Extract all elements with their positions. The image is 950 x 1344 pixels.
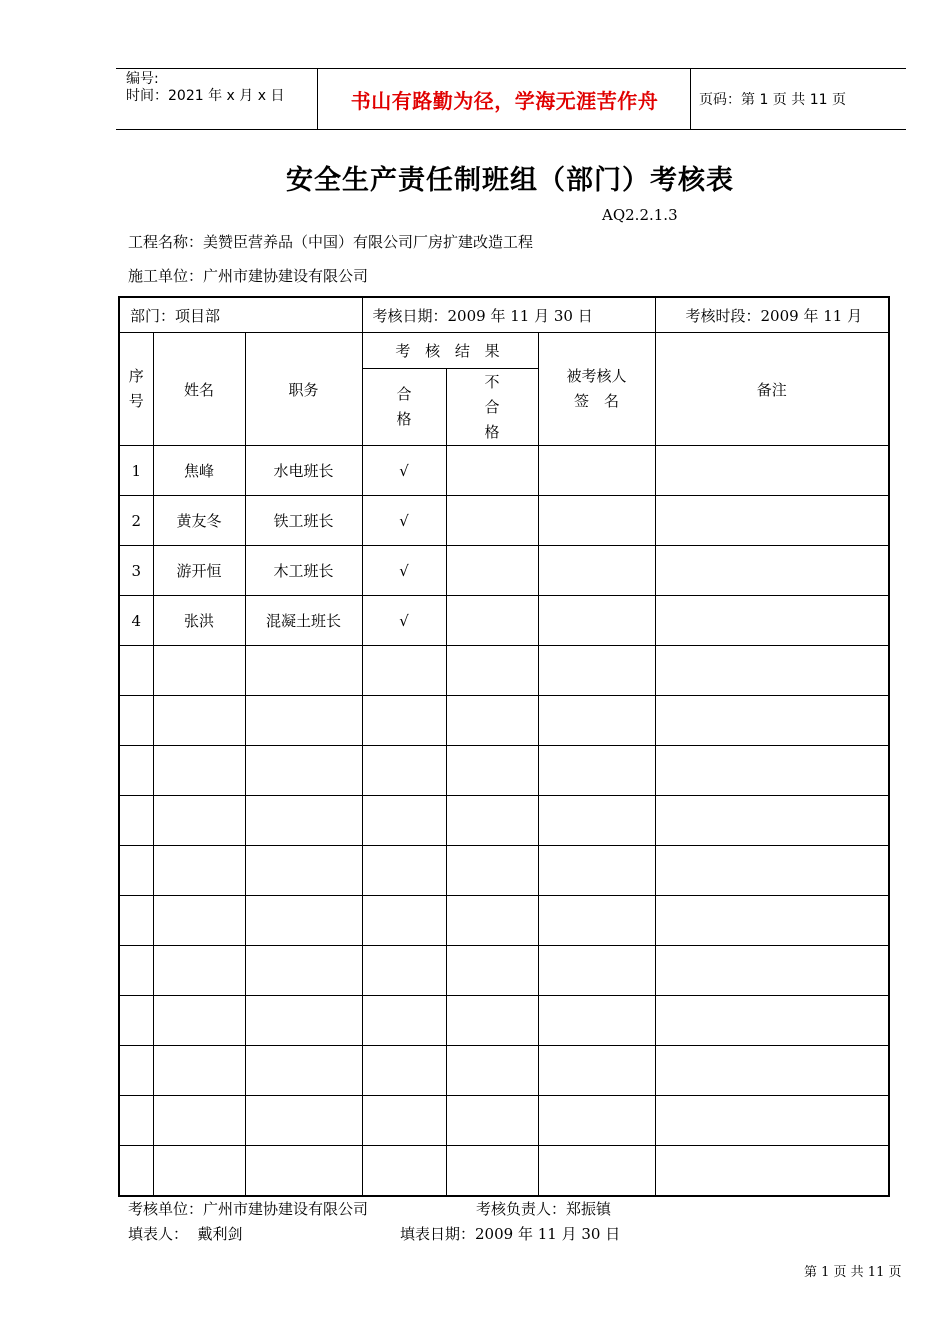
table-row: [119, 546, 889, 596]
header-divider: [690, 69, 691, 129]
contractor-name: 施工单位：广州市建协建设有限公司: [128, 267, 369, 285]
cell-position: 水电班长: [245, 446, 362, 496]
cell-pass: √: [362, 496, 446, 546]
number-label: 编号:: [126, 71, 159, 87]
table-row: [119, 746, 889, 796]
cell-position: [245, 846, 362, 896]
page-number: 第 1 页 共 11 页: [804, 1265, 902, 1280]
cell-position: [245, 896, 362, 946]
seq-header: [119, 333, 153, 446]
document-header: [116, 68, 906, 130]
table-row: [119, 1046, 889, 1096]
cell-sign: [538, 846, 655, 896]
cell-name: [153, 796, 245, 846]
cell-pass: [362, 1046, 446, 1096]
cell-remark: [655, 946, 889, 996]
cell-seq: [119, 896, 153, 946]
cell-fail: [446, 1096, 538, 1146]
cell-seq: [119, 746, 153, 796]
table-row: [119, 946, 889, 996]
cell-position: [245, 996, 362, 1046]
seq-header-a: 序: [128, 367, 144, 385]
cell-sign: [538, 496, 655, 546]
fail-header-b: 合: [484, 397, 500, 416]
cell-pass: [362, 846, 446, 896]
cell-seq: 4: [119, 596, 153, 646]
footer-leader: 考核负责人：郑振镇: [476, 1200, 612, 1218]
cell-fail: [446, 896, 538, 946]
cell-name: [153, 896, 245, 946]
table-row: [119, 1096, 889, 1146]
cell-name: [153, 1096, 245, 1146]
table-row: [119, 596, 889, 646]
document-title: 安全生产责任制班组（部门）考核表: [286, 165, 734, 196]
cell-seq: [119, 796, 153, 846]
remark-header: 备注: [655, 333, 889, 446]
cell-fail: [446, 646, 538, 696]
cell-pass: [362, 646, 446, 696]
cell-sign: [538, 546, 655, 596]
cell-remark: [655, 846, 889, 896]
table-body: [119, 446, 889, 1196]
cell-name: [153, 746, 245, 796]
pass-header: [362, 369, 446, 446]
cell-remark: [655, 546, 889, 596]
cell-sign: [538, 746, 655, 796]
cell-pass: [362, 796, 446, 846]
table-row: [119, 496, 889, 546]
cell-remark: [655, 896, 889, 946]
sign-header-b: 签 名: [573, 392, 619, 410]
cell-fail: [446, 546, 538, 596]
cell-fail: [446, 446, 538, 496]
header-page-label: 页码：第 1 页 共 11 页: [699, 92, 846, 108]
cell-remark: [655, 796, 889, 846]
cell-sign: [538, 446, 655, 496]
cell-remark: [655, 696, 889, 746]
cell-sign: [538, 796, 655, 846]
table-info-row: [119, 297, 889, 333]
cell-fail: [446, 696, 538, 746]
table-row: [119, 796, 889, 846]
table-header-row: [119, 333, 889, 369]
cell-fail: [446, 596, 538, 646]
table-row: [119, 846, 889, 896]
cell-name: 黄友冬: [153, 496, 245, 546]
fail-header: [446, 369, 538, 446]
cell-remark: [655, 596, 889, 646]
cell-position: 混凝土班长: [245, 596, 362, 646]
name-header: 姓名: [153, 333, 245, 446]
header-meta: [126, 71, 284, 105]
cell-fail: [446, 796, 538, 846]
cell-remark: [655, 1146, 889, 1196]
fail-header-c: 格: [484, 422, 500, 441]
cell-fail: [446, 496, 538, 546]
cell-name: 游开恒: [153, 546, 245, 596]
cell-seq: 1: [119, 446, 153, 496]
time-label: 时间：2021 年 x 月 x 日: [126, 88, 285, 104]
cell-seq: [119, 646, 153, 696]
cell-sign: [538, 1146, 655, 1196]
cell-position: [245, 1096, 362, 1146]
cell-position: 铁工班长: [245, 496, 362, 546]
footer-unit: 考核单位：广州市建协建设有限公司: [128, 1200, 369, 1218]
cell-remark: [655, 646, 889, 696]
cell-name: [153, 646, 245, 696]
table-row: [119, 996, 889, 1046]
seq-header-b: 号: [128, 392, 144, 410]
cell-pass: [362, 946, 446, 996]
cell-pass: [362, 746, 446, 796]
cell-pass: [362, 1096, 446, 1146]
cell-sign: [538, 596, 655, 646]
footer-filler: 填表人： 戴利剑: [128, 1225, 243, 1243]
cell-pass: [362, 696, 446, 746]
cell-fail: [446, 1146, 538, 1196]
table-row: [119, 446, 889, 496]
footer-fill-date: 填表日期：2009 年 11 月 30 日: [400, 1225, 621, 1243]
position-header: 职务: [245, 333, 362, 446]
cell-pass: √: [362, 596, 446, 646]
cell-pass: √: [362, 546, 446, 596]
header-motto: 书山有路勤为径，学海无涯苦作舟: [350, 88, 659, 113]
cell-fail: [446, 1046, 538, 1096]
cell-seq: [119, 996, 153, 1046]
cell-sign: [538, 1046, 655, 1096]
table-row: [119, 696, 889, 746]
cell-seq: [119, 1046, 153, 1096]
fail-header-a: 不: [484, 372, 500, 391]
cell-sign: [538, 896, 655, 946]
cell-name: [153, 1146, 245, 1196]
pass-header-a: 合: [396, 385, 412, 403]
assessment-table: [118, 296, 890, 1197]
cell-seq: [119, 946, 153, 996]
cell-position: [245, 796, 362, 846]
cell-seq: [119, 696, 153, 746]
cell-position: [245, 646, 362, 696]
sign-header-a: 被考核人: [566, 367, 627, 385]
exam-period-cell: 考核时段：2009 年 11 月: [655, 297, 889, 333]
cell-sign: [538, 996, 655, 1046]
pass-header-b: 格: [396, 410, 412, 428]
cell-seq: [119, 1146, 153, 1196]
cell-position: [245, 696, 362, 746]
cell-fail: [446, 946, 538, 996]
cell-sign: [538, 946, 655, 996]
table-row: [119, 646, 889, 696]
cell-name: [153, 1046, 245, 1096]
cell-position: [245, 946, 362, 996]
cell-pass: [362, 996, 446, 1046]
cell-position: [245, 746, 362, 796]
exam-date-cell: 考核日期：2009 年 11 月 30 日: [362, 297, 655, 333]
cell-seq: 2: [119, 496, 153, 546]
result-header: 考 核 结 果: [362, 333, 538, 369]
cell-fail: [446, 846, 538, 896]
cell-pass: [362, 896, 446, 946]
cell-seq: [119, 846, 153, 896]
cell-sign: [538, 696, 655, 746]
cell-pass: √: [362, 446, 446, 496]
cell-fail: [446, 746, 538, 796]
cell-remark: [655, 746, 889, 796]
sign-header: [538, 333, 655, 446]
project-name: 工程名称：美赞臣营养品（中国）有限公司厂房扩建改造工程: [128, 233, 534, 251]
cell-name: [153, 996, 245, 1046]
cell-sign: [538, 1096, 655, 1146]
cell-name: [153, 696, 245, 746]
cell-fail: [446, 996, 538, 1046]
cell-position: [245, 1046, 362, 1096]
form-code: AQ2.2.1.3: [602, 206, 678, 224]
cell-seq: [119, 1096, 153, 1146]
department-cell: 部门：项目部: [119, 297, 362, 333]
cell-name: 焦峰: [153, 446, 245, 496]
table-row: [119, 896, 889, 946]
cell-name: 张洪: [153, 596, 245, 646]
cell-name: [153, 946, 245, 996]
cell-remark: [655, 496, 889, 546]
cell-remark: [655, 1096, 889, 1146]
table-row: [119, 1146, 889, 1196]
cell-position: [245, 1146, 362, 1196]
cell-remark: [655, 1046, 889, 1096]
cell-name: [153, 846, 245, 896]
cell-remark: [655, 996, 889, 1046]
cell-seq: 3: [119, 546, 153, 596]
cell-sign: [538, 646, 655, 696]
cell-position: 木工班长: [245, 546, 362, 596]
cell-remark: [655, 446, 889, 496]
cell-pass: [362, 1146, 446, 1196]
